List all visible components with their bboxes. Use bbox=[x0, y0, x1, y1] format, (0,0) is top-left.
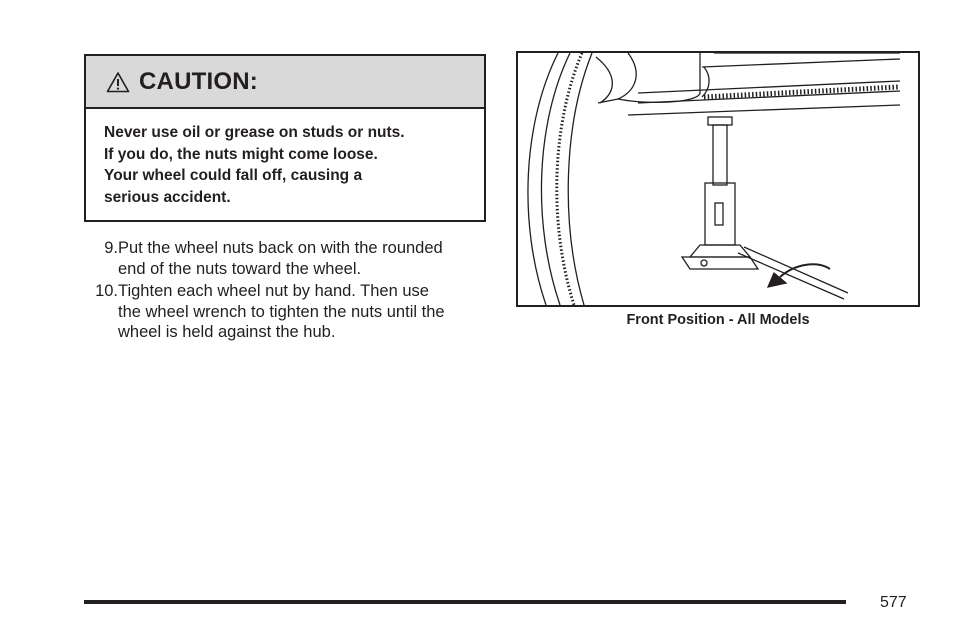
caution-title: CAUTION: bbox=[139, 67, 258, 95]
instruction-steps bbox=[84, 238, 484, 345]
step-item bbox=[84, 281, 484, 343]
jack-under-vehicle-icon bbox=[518, 53, 918, 305]
caution-line: Never use oil or grease on studs or nuts. bbox=[104, 124, 405, 141]
caution-line: serious accident. bbox=[104, 188, 231, 206]
step-number: 9. bbox=[104, 239, 118, 257]
step-line: Tighten each wheel nut by hand. Then use bbox=[118, 282, 429, 300]
step-text bbox=[118, 281, 445, 343]
step-line: end of the nuts toward the wheel. bbox=[118, 259, 362, 278]
caution-line: Your wheel could fall off, causing a bbox=[104, 167, 363, 184]
warning-triangle-icon bbox=[106, 71, 130, 93]
step-line: Put the wheel nuts back on with the rounded bbox=[118, 239, 443, 257]
caution-line: If you do, the nuts might come loose. bbox=[104, 145, 378, 163]
caution-box bbox=[84, 54, 486, 222]
step-number: 10. bbox=[95, 282, 118, 300]
jack-illustration bbox=[516, 51, 920, 307]
step-line: the wheel wrench to tighten the nuts until the bbox=[118, 302, 445, 321]
step-line: wheel is held against the hub. bbox=[118, 323, 336, 341]
footer-rule bbox=[84, 600, 846, 604]
figure-caption: Front Position - All Models bbox=[626, 312, 810, 328]
page-number: 577 bbox=[880, 594, 907, 611]
step-item bbox=[84, 238, 484, 279]
step-text bbox=[118, 238, 443, 279]
caution-header bbox=[86, 56, 484, 109]
caution-text bbox=[86, 109, 484, 208]
